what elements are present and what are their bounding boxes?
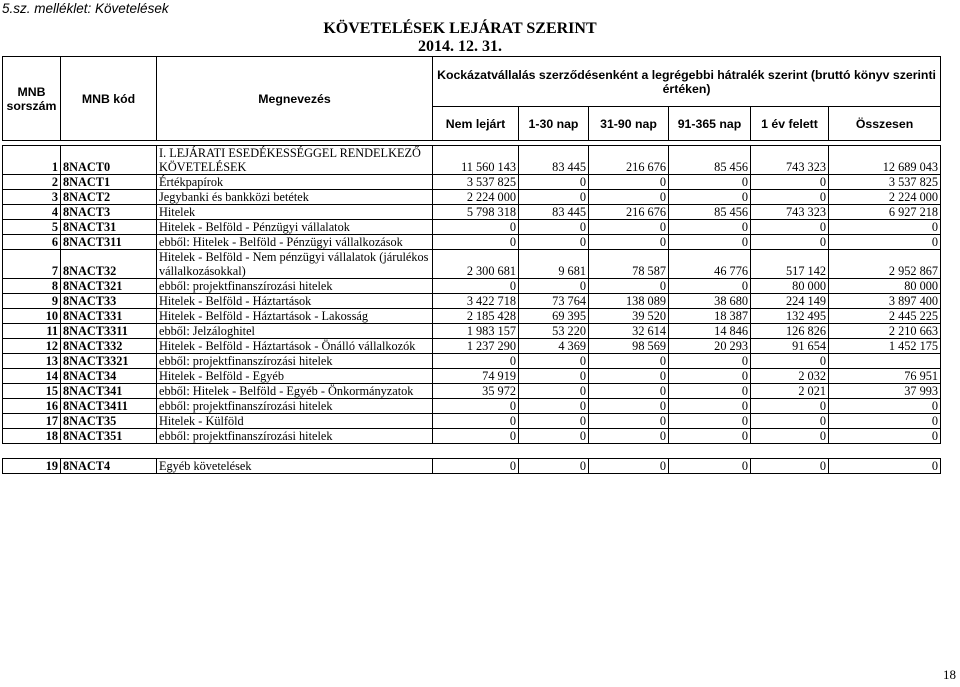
row-name: ebből: Hitelek - Belföld - Egyéb - Önkormányzatok xyxy=(157,384,433,399)
row-value: 2 032 xyxy=(751,369,829,384)
row-value: 1 452 175 xyxy=(829,339,941,354)
row-value: 0 xyxy=(589,235,669,250)
table-row xyxy=(3,459,941,474)
row-value: 0 xyxy=(589,399,669,414)
row-index: 2 xyxy=(3,175,61,190)
row-value: 224 149 xyxy=(751,294,829,309)
row-value: 0 xyxy=(433,414,519,429)
row-value: 0 xyxy=(751,414,829,429)
table-row xyxy=(3,279,941,294)
row-value: 39 520 xyxy=(589,309,669,324)
row-value: 138 089 xyxy=(589,294,669,309)
row-value: 76 951 xyxy=(829,369,941,384)
table-row xyxy=(3,294,941,309)
row-code: 8NACT3 xyxy=(61,205,157,220)
row-value: 11 560 143 xyxy=(433,146,519,175)
header-col: Összesen xyxy=(829,107,941,141)
row-value: 0 xyxy=(519,384,589,399)
row-value: 0 xyxy=(519,459,589,474)
row-code: 8NACT0 xyxy=(61,146,157,175)
row-index: 4 xyxy=(3,205,61,220)
row-value: 0 xyxy=(519,369,589,384)
row-value xyxy=(829,354,941,369)
header-megnevezes: Megnevezés xyxy=(157,57,433,141)
header-col: 91-365 nap xyxy=(669,107,751,141)
row-value: 0 xyxy=(669,369,751,384)
table-row xyxy=(3,250,941,279)
row-value: 0 xyxy=(829,414,941,429)
row-value: 5 798 318 xyxy=(433,205,519,220)
row-value: 0 xyxy=(829,235,941,250)
row-value: 0 xyxy=(751,429,829,444)
table-row xyxy=(3,146,941,175)
row-name: ebből: projektfinanszírozási hitelek xyxy=(157,429,433,444)
row-value: 18 387 xyxy=(669,309,751,324)
page-title: KÖVETELÉSEK LEJÁRAT SZERINT xyxy=(323,20,597,37)
row-value: 83 445 xyxy=(519,146,589,175)
row-value: 0 xyxy=(751,235,829,250)
row-value: 0 xyxy=(519,279,589,294)
page-number: 18 xyxy=(943,667,956,682)
row-name: Hitelek - Belföld - Háztartások - Önálló vállalkozók xyxy=(157,339,433,354)
row-value: 0 xyxy=(829,399,941,414)
row-code: 8NACT332 xyxy=(61,339,157,354)
receivables-table xyxy=(2,56,941,474)
row-value: 12 689 043 xyxy=(829,146,941,175)
row-code: 8NACT33 xyxy=(61,294,157,309)
row-value: 80 000 xyxy=(829,279,941,294)
row-value: 0 xyxy=(669,175,751,190)
row-value: 2 021 xyxy=(751,384,829,399)
row-value: 0 xyxy=(589,354,669,369)
row-value: 0 xyxy=(433,399,519,414)
table-row xyxy=(3,324,941,339)
row-code: 8NACT311 xyxy=(61,235,157,250)
row-index: 9 xyxy=(3,294,61,309)
row-index: 12 xyxy=(3,339,61,354)
row-value: 0 xyxy=(669,384,751,399)
row-value: 0 xyxy=(829,459,941,474)
row-code: 8NACT1 xyxy=(61,175,157,190)
row-value: 83 445 xyxy=(519,205,589,220)
row-value: 0 xyxy=(519,175,589,190)
row-value: 0 xyxy=(669,429,751,444)
row-value: 1 237 290 xyxy=(433,339,519,354)
table-row xyxy=(3,399,941,414)
row-index: 1 xyxy=(3,146,61,175)
row-name: Hitelek - Belföld - Egyéb xyxy=(157,369,433,384)
table-row xyxy=(3,384,941,399)
row-name: Hitelek xyxy=(157,205,433,220)
row-code: 8NACT3411 xyxy=(61,399,157,414)
row-value: 0 xyxy=(669,220,751,235)
row-value: 73 764 xyxy=(519,294,589,309)
row-value: 0 xyxy=(669,235,751,250)
row-value: 0 xyxy=(519,429,589,444)
row-value: 0 xyxy=(589,429,669,444)
row-code: 8NACT32 xyxy=(61,250,157,279)
row-value: 0 xyxy=(589,459,669,474)
row-value: 85 456 xyxy=(669,146,751,175)
table-row xyxy=(3,235,941,250)
row-value: 0 xyxy=(751,175,829,190)
header-kod: MNB kód xyxy=(61,57,157,141)
row-index: 17 xyxy=(3,414,61,429)
row-value: 38 680 xyxy=(669,294,751,309)
row-value: 0 xyxy=(589,369,669,384)
row-value: 2 210 663 xyxy=(829,324,941,339)
row-value: 216 676 xyxy=(589,146,669,175)
row-value: 126 826 xyxy=(751,324,829,339)
row-value: 0 xyxy=(433,279,519,294)
row-code: 8NACT351 xyxy=(61,429,157,444)
row-code: 8NACT3311 xyxy=(61,324,157,339)
table-row xyxy=(3,369,941,384)
row-index: 14 xyxy=(3,369,61,384)
row-value: 0 xyxy=(751,220,829,235)
row-code: 8NACT35 xyxy=(61,414,157,429)
row-index: 13 xyxy=(3,354,61,369)
row-value: 0 xyxy=(669,279,751,294)
row-value: 0 xyxy=(589,175,669,190)
row-index: 10 xyxy=(3,309,61,324)
row-value: 0 xyxy=(433,459,519,474)
row-value: 0 xyxy=(589,384,669,399)
table-row xyxy=(3,190,941,205)
row-value: 80 000 xyxy=(751,279,829,294)
row-value: 132 495 xyxy=(751,309,829,324)
row-value: 0 xyxy=(589,414,669,429)
row-index: 3 xyxy=(3,190,61,205)
report-date: 2014. 12. 31. xyxy=(418,38,502,55)
row-code: 8NACT331 xyxy=(61,309,157,324)
table-row xyxy=(3,339,941,354)
row-code: 8NACT34 xyxy=(61,369,157,384)
row-name: Jegybanki és bankközi betétek xyxy=(157,190,433,205)
row-value: 0 xyxy=(519,220,589,235)
row-value: 0 xyxy=(669,414,751,429)
row-value: 0 xyxy=(519,190,589,205)
row-value: 91 654 xyxy=(751,339,829,354)
header-col: 1 év felett xyxy=(751,107,829,141)
row-index: 16 xyxy=(3,399,61,414)
table-row xyxy=(3,205,941,220)
row-value: 0 xyxy=(751,399,829,414)
row-index: 5 xyxy=(3,220,61,235)
row-value: 0 xyxy=(669,190,751,205)
row-name: Hitelek - Külföld xyxy=(157,414,433,429)
row-value: 0 xyxy=(751,190,829,205)
header-sorszam: MNB sorszám xyxy=(3,57,61,141)
row-value: 2 224 000 xyxy=(433,190,519,205)
row-value: 0 xyxy=(519,414,589,429)
row-index: 8 xyxy=(3,279,61,294)
row-value: 0 xyxy=(589,220,669,235)
row-value: 0 xyxy=(669,354,751,369)
row-value: 1 983 157 xyxy=(433,324,519,339)
row-value: 32 614 xyxy=(589,324,669,339)
row-value: 0 xyxy=(519,354,589,369)
row-value: 0 xyxy=(669,459,751,474)
table-row xyxy=(3,220,941,235)
row-value: 0 xyxy=(829,220,941,235)
row-value: 0 xyxy=(433,220,519,235)
row-value: 2 224 000 xyxy=(829,190,941,205)
row-value: 0 xyxy=(751,354,829,369)
row-name: I. LEJÁRATI ESEDÉKESSÉGGEL RENDELKEZŐ KÖVETELÉSEK xyxy=(157,146,433,175)
row-index: 19 xyxy=(3,459,61,474)
table-body xyxy=(3,146,941,474)
row-code: 8NACT341 xyxy=(61,384,157,399)
row-value: 0 xyxy=(589,279,669,294)
row-value: 743 323 xyxy=(751,146,829,175)
table-row xyxy=(3,354,941,369)
row-value: 743 323 xyxy=(751,205,829,220)
row-value: 216 676 xyxy=(589,205,669,220)
row-value: 0 xyxy=(433,429,519,444)
row-name: ebből: Hitelek - Belföld - Pénzügyi vállalkozások xyxy=(157,235,433,250)
row-value: 20 293 xyxy=(669,339,751,354)
row-name: Hitelek - Belföld - Pénzügyi vállalatok xyxy=(157,220,433,235)
header-col: 31-90 nap xyxy=(589,107,669,141)
row-name: ebből: Jelzáloghitel xyxy=(157,324,433,339)
header-col: 1-30 nap xyxy=(519,107,589,141)
row-value: 3 537 825 xyxy=(433,175,519,190)
row-code: 8NACT4 xyxy=(61,459,157,474)
row-name: Egyéb követelések xyxy=(157,459,433,474)
row-code: 8NACT3321 xyxy=(61,354,157,369)
row-value: 69 395 xyxy=(519,309,589,324)
row-value: 0 xyxy=(829,429,941,444)
table-row xyxy=(3,309,941,324)
row-name: ebből: projektfinanszírozási hitelek xyxy=(157,399,433,414)
row-value: 14 846 xyxy=(669,324,751,339)
row-value: 46 776 xyxy=(669,250,751,279)
row-value: 3 897 400 xyxy=(829,294,941,309)
row-code: 8NACT321 xyxy=(61,279,157,294)
row-value: 6 927 218 xyxy=(829,205,941,220)
header-group: Kockázatvállalás szerződésenként a legrégebbi hátralék szerint (bruttó könyv szerinti értéken) xyxy=(433,57,941,107)
row-value: 2 445 225 xyxy=(829,309,941,324)
row-value: 0 xyxy=(433,354,519,369)
row-value: 0 xyxy=(751,459,829,474)
row-value: 85 456 xyxy=(669,205,751,220)
row-value: 9 681 xyxy=(519,250,589,279)
row-index: 15 xyxy=(3,384,61,399)
row-value: 53 220 xyxy=(519,324,589,339)
row-name: ebből: projektfinanszírozási hitelek xyxy=(157,279,433,294)
row-code: 8NACT31 xyxy=(61,220,157,235)
row-value: 2 185 428 xyxy=(433,309,519,324)
row-value: 35 972 xyxy=(433,384,519,399)
row-value: 78 587 xyxy=(589,250,669,279)
table-row xyxy=(3,175,941,190)
row-value: 74 919 xyxy=(433,369,519,384)
annex-label: 5.sz. melléklet: Követelések xyxy=(2,1,169,16)
row-value: 98 569 xyxy=(589,339,669,354)
row-value: 0 xyxy=(589,190,669,205)
row-index: 7 xyxy=(3,250,61,279)
row-value: 517 142 xyxy=(751,250,829,279)
row-index: 11 xyxy=(3,324,61,339)
row-value: 0 xyxy=(669,399,751,414)
table-row xyxy=(3,414,941,429)
row-value: 0 xyxy=(519,399,589,414)
row-name: Hitelek - Belföld - Háztartások - Lakosság xyxy=(157,309,433,324)
row-name: Értékpapírok xyxy=(157,175,433,190)
table-row xyxy=(3,429,941,444)
row-value: 37 993 xyxy=(829,384,941,399)
row-value: 2 952 867 xyxy=(829,250,941,279)
row-value: 3 537 825 xyxy=(829,175,941,190)
row-name: Hitelek - Belföld - Háztartások xyxy=(157,294,433,309)
row-value: 2 300 681 xyxy=(433,250,519,279)
row-value: 3 422 718 xyxy=(433,294,519,309)
row-index: 6 xyxy=(3,235,61,250)
row-name: Hitelek - Belföld - Nem pénzügyi vállalatok (járulékos vállalkozásokkal) xyxy=(157,250,433,279)
row-index: 18 xyxy=(3,429,61,444)
row-value: 4 369 xyxy=(519,339,589,354)
row-value: 0 xyxy=(519,235,589,250)
row-code: 8NACT2 xyxy=(61,190,157,205)
row-value: 0 xyxy=(433,235,519,250)
row-name: ebből: projektfinanszírozási hitelek xyxy=(157,354,433,369)
header-col: Nem lejárt xyxy=(433,107,519,141)
